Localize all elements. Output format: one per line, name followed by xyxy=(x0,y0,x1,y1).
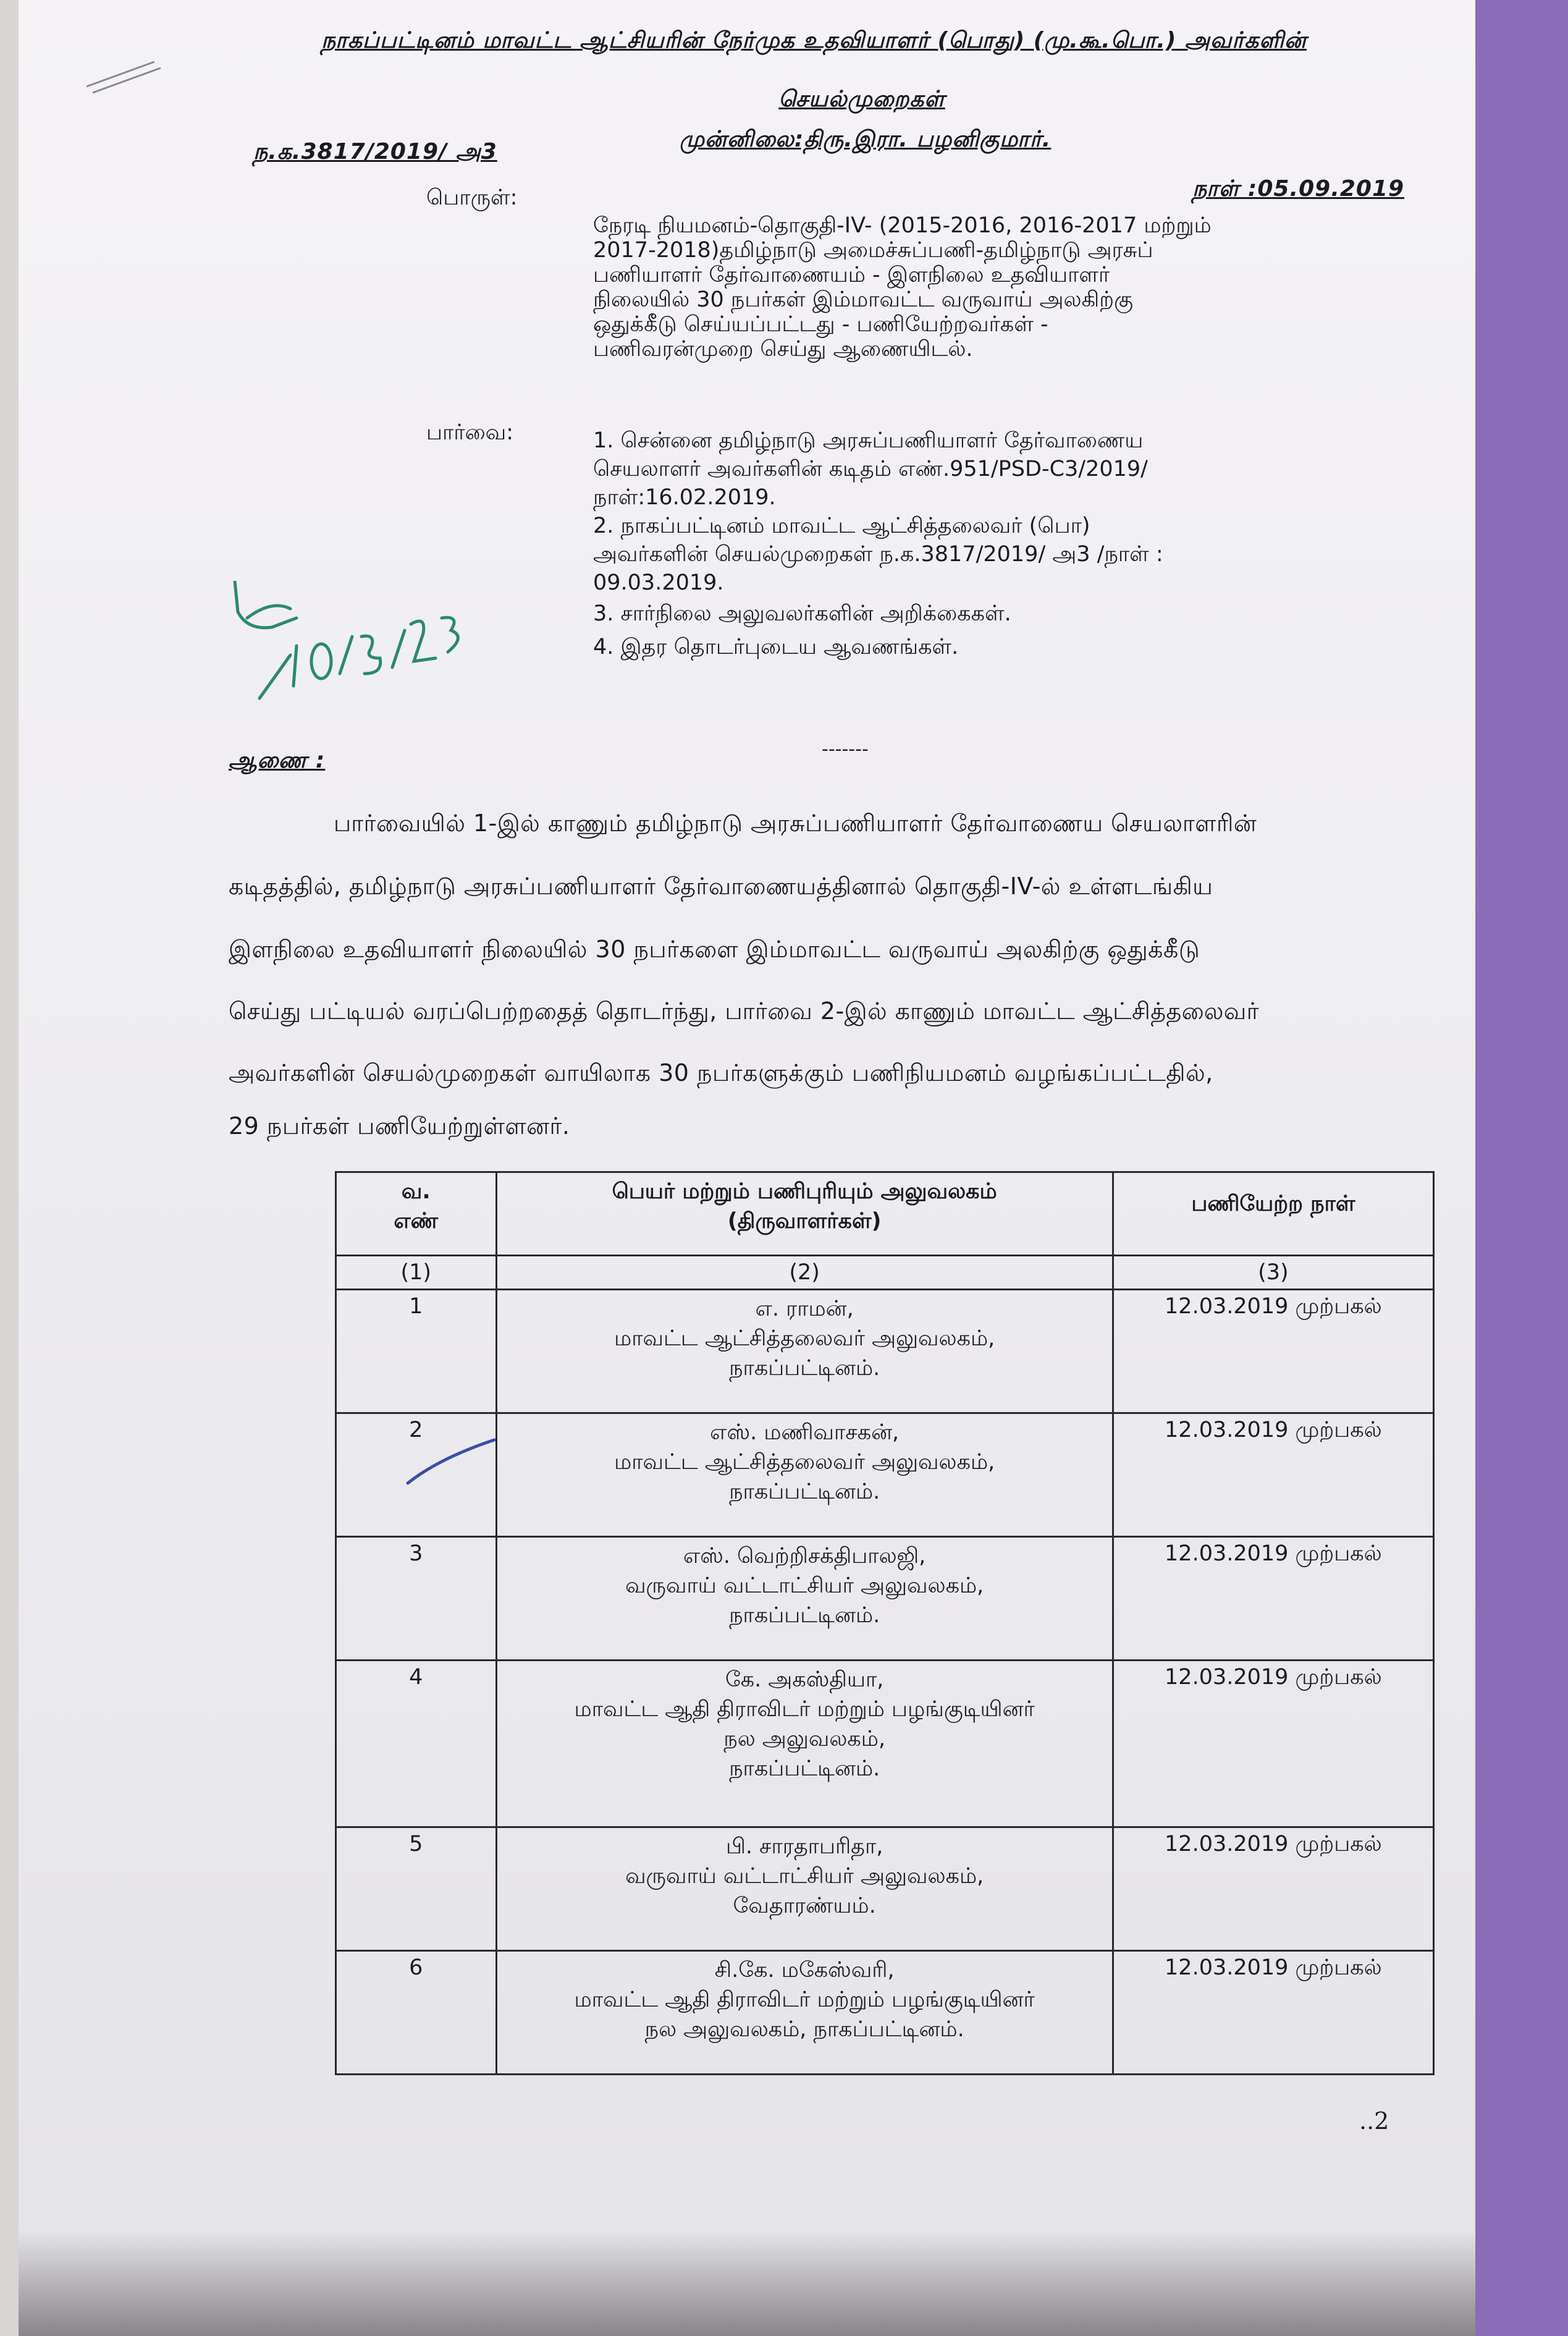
table-row xyxy=(336,1951,1434,2075)
header-line-2: செயல்முறைகள் xyxy=(778,87,945,112)
subheader-1: (1) xyxy=(336,1256,497,1290)
header-date-label: பணியேற்ற நாள் xyxy=(1191,1191,1355,1216)
page-shadow xyxy=(19,2231,1557,2336)
background-edge xyxy=(1475,0,1568,2336)
row-date: 12.03.2019 முற்பகல் xyxy=(1113,1537,1433,1661)
row-line: எ. ராமன், xyxy=(755,1297,854,1321)
order-line: 29 நபர்கள் பணியேற்றுள்ளனர். xyxy=(229,1112,570,1140)
row-name-office xyxy=(496,1661,1113,1827)
row-name-office xyxy=(496,1951,1113,2075)
row-line: நாகப்பட்டினம். xyxy=(729,1603,880,1628)
subheader-3: (3) xyxy=(1113,1256,1433,1290)
row-number: 2 xyxy=(336,1413,497,1537)
row-date: 12.03.2019 முற்பகல் xyxy=(1113,1661,1433,1827)
table-row xyxy=(336,1661,1434,1827)
row-name-office xyxy=(496,1827,1113,1951)
header-name-office xyxy=(496,1172,1113,1256)
row-number: 4 xyxy=(336,1661,497,1827)
header-joining-date xyxy=(1113,1172,1433,1256)
row-line: மாவட்ட ஆதி திராவிடர் மற்றும் பழங்குடியினர் xyxy=(574,1987,1035,2012)
table-header-row xyxy=(336,1172,1434,1256)
row-line: வருவாய் வட்டாட்சியர் அலுவலகம், xyxy=(625,1573,984,1598)
row-line: நாகப்பட்டினம். xyxy=(729,1479,880,1504)
subject-line: நேரடி நியமனம்-தொகுதி-IV- (2015-2016, 2016-2017 மற்றும் xyxy=(593,213,1212,238)
order-line: கடிதத்தில், தமிழ்நாடு அரசுப்பணியாளர் தேர்வாணையத்தினால் தொகுதி-IV-ல் உள்ளடங்கிய xyxy=(229,873,1213,900)
order-date: நாள் :05.09.2019 xyxy=(1192,176,1405,201)
row-line: மாவட்ட ஆட்சித்தலைவர் அலுவலகம், xyxy=(614,1326,995,1351)
page-continue-marker: ..2 xyxy=(1359,2107,1389,2135)
reference-line: 4. இதர தொடர்புடைய ஆவணங்கள். xyxy=(593,635,959,659)
reference-line: 1. சென்னை தமிழ்நாடு அரசுப்பணியாளர் தேர்வாணைய xyxy=(593,428,1144,453)
row-line: நாகப்பட்டினம். xyxy=(729,1756,880,1781)
reference-line: செயலாளர் அவர்களின் கடிதம் எண்.951/PSD-C3/2019/ xyxy=(593,457,1148,481)
row-name-office xyxy=(496,1290,1113,1413)
row-line: பி. சாரதாபரிதா, xyxy=(725,1834,883,1859)
row-date: 12.03.2019 முற்பகல் xyxy=(1113,1827,1433,1951)
order-line: அவர்களின் செயல்முறைகள் வாயிலாக 30 நபர்களுக்கும் பணிநியமனம் வழங்கப்பட்டதில், xyxy=(229,1059,1213,1086)
subject-line: நிலையில் 30 நபர்கள் இம்மாவட்ட வருவாய் அலகிற்கு xyxy=(593,287,1133,312)
table-row xyxy=(336,1290,1434,1413)
subject-line: 2017-2018)தமிழ்நாடு அமைச்சுப்பணி-தமிழ்நாடு அரசுப் xyxy=(593,238,1153,263)
row-number: 3 xyxy=(336,1537,497,1661)
order-label: ஆணை : xyxy=(229,748,326,773)
header-serial xyxy=(336,1172,497,1256)
separator: ------- xyxy=(822,738,869,760)
references-label: பார்வை: xyxy=(426,420,514,445)
subject-label: பொருள்: xyxy=(426,185,518,210)
table-subheader-row xyxy=(336,1256,1434,1290)
pencil-scribble xyxy=(80,49,167,101)
order-line: இளநிலை உதவியாளர் நிலையில் 30 நபர்களை இம்மாவட்ட வருவாய் அலகிற்கு ஒதுக்கீடு xyxy=(229,936,1200,963)
order-line: பார்வையில் 1-இல் காணும் தமிழ்நாடு அரசுப்பணியாளர் தேர்வாணைய செயலாளரின் xyxy=(334,810,1257,837)
header-line-1: நாகப்பட்டினம் மாவட்ட ஆட்சியரின் நேர்முக உதவியாளர் (பொது) (மு.கூ.பொ.) அவர்களின் xyxy=(321,28,1307,53)
subheader-2: (2) xyxy=(496,1256,1113,1290)
handwritten-date-note xyxy=(222,581,482,719)
table-row xyxy=(336,1827,1434,1951)
row-date: 12.03.2019 முற்பகல் xyxy=(1113,1290,1433,1413)
pen-tick-mark xyxy=(402,1434,500,1492)
subject-line: பணியாளர் தேர்வாணையம் - இளநிலை உதவியாளர் xyxy=(593,263,1110,287)
reference-line: 3. சார்நிலை அலுவலர்களின் அறிக்கைகள். xyxy=(593,601,1011,626)
row-date: 12.03.2019 முற்பகல் xyxy=(1113,1413,1433,1537)
row-line: வருவாய் வட்டாட்சியர் அலுவலகம், xyxy=(625,1864,984,1889)
header-presence: முன்னிலை:திரு.இரா. பழனிகுமார். xyxy=(680,127,1052,152)
reference-line: 09.03.2019. xyxy=(593,570,724,595)
subject-block xyxy=(593,213,1341,362)
row-name-office xyxy=(496,1537,1113,1661)
row-number: 6 xyxy=(336,1951,497,2075)
table-row xyxy=(336,1413,1434,1537)
header-name-line2: (திருவாளர்கள்) xyxy=(727,1209,882,1234)
row-line: நாகப்பட்டினம். xyxy=(729,1356,880,1381)
row-line: எஸ். மணிவாசகன், xyxy=(710,1420,900,1445)
row-line: நல அலுவலகம், நாகப்பட்டினம். xyxy=(644,2017,964,2042)
reference-line: அவர்களின் செயல்முறைகள் ந.க.3817/2019/ அ3 /நாள் : xyxy=(593,542,1163,567)
row-number: 1 xyxy=(336,1290,497,1413)
row-line: நல அலுவலகம், xyxy=(723,1727,886,1751)
header-serial-line2: எண் xyxy=(394,1209,439,1234)
reference-line: நாள்:16.02.2019. xyxy=(593,485,776,510)
row-date: 12.03.2019 முற்பகல் xyxy=(1113,1951,1433,2075)
table-row xyxy=(336,1537,1434,1661)
row-line: வேதாரண்யம். xyxy=(733,1894,876,1918)
appointees-table xyxy=(335,1171,1435,2075)
references-block xyxy=(593,426,1341,664)
reference-number: ந.க.3817/2019/ அ3 xyxy=(253,139,497,164)
row-name-office xyxy=(496,1413,1113,1537)
header-serial-line1: வ. xyxy=(401,1179,431,1204)
document-page xyxy=(19,0,1557,2336)
subject-line: பணிவரன்முறை செய்து ஆணையிடல். xyxy=(593,337,973,362)
row-line: மாவட்ட ஆட்சித்தலைவர் அலுவலகம், xyxy=(614,1450,995,1475)
header-name-line1: பெயர் மற்றும் பணிபுரியும் அலுவலகம் xyxy=(612,1179,997,1204)
reference-line: 2. நாகப்பட்டினம் மாவட்ட ஆட்சித்தலைவர் (பொ) xyxy=(593,514,1090,538)
subject-line: ஒதுக்கீடு செய்யப்பட்டது - பணியேற்றவர்கள் - xyxy=(593,312,1048,337)
order-line: செய்து பட்டியல் வரப்பெற்றதைத் தொடர்ந்து, பார்வை 2-இல் காணும் மாவட்ட ஆட்சித்தலைவர் xyxy=(229,997,1260,1025)
row-number: 5 xyxy=(336,1827,497,1951)
row-line: எஸ். வெற்றிசக்திபாலஜி, xyxy=(683,1544,926,1568)
row-line: கே. அகஸ்தியா, xyxy=(725,1667,884,1692)
row-line: மாவட்ட ஆதி திராவிடர் மற்றும் பழங்குடியினர் xyxy=(574,1697,1035,1722)
row-line: சி.கே. மகேஸ்வரி, xyxy=(714,1958,895,1983)
